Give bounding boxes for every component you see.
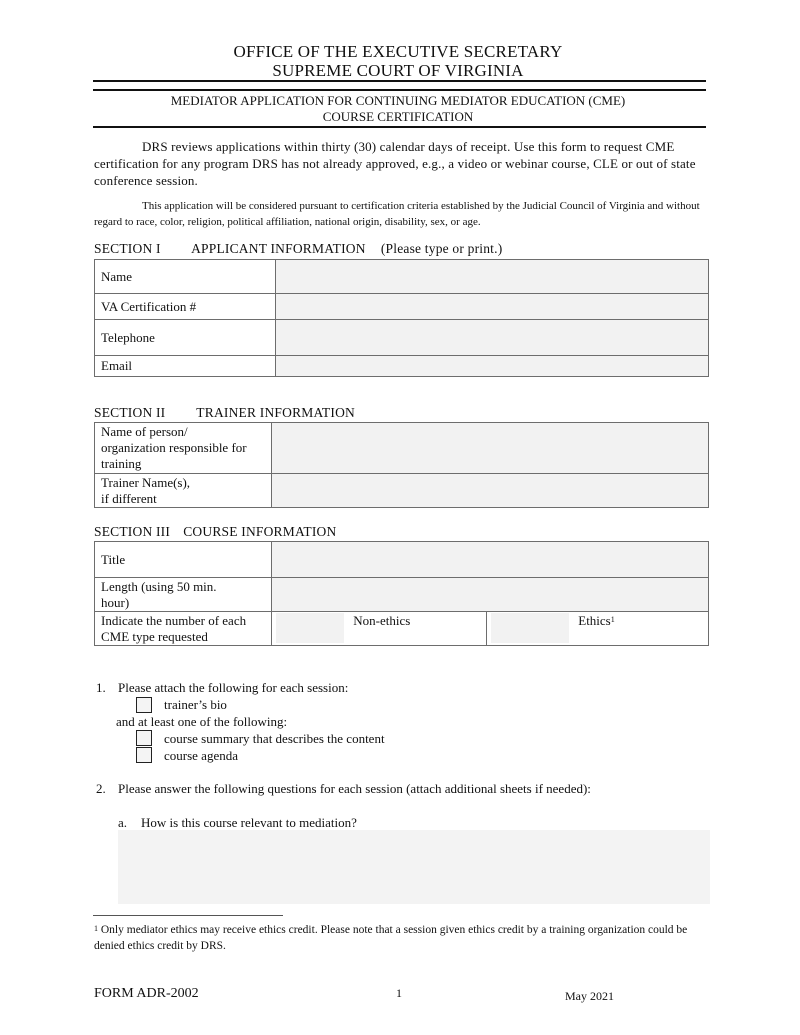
- footnote-text: Only mediator ethics may receive ethics credit. Please note that a session given ethics credit by a training organization could be denied ethics credit by DRS.: [94, 924, 688, 952]
- checkbox-label: course summary that describes the content: [164, 731, 385, 746]
- header-rule: [93, 126, 706, 128]
- telephone-field[interactable]: [276, 320, 709, 356]
- course-title-input[interactable]: [278, 551, 702, 568]
- checkbox-label: course agenda: [164, 748, 238, 763]
- field-label: Telephone: [95, 320, 276, 356]
- section1-heading: [94, 241, 502, 257]
- item-number: 1.: [96, 680, 106, 695]
- mediation-relevance-answer[interactable]: [118, 830, 710, 904]
- trainer-names-input[interactable]: [278, 482, 702, 499]
- trainer-names-field[interactable]: [272, 474, 709, 508]
- responsible-organization-input[interactable]: [278, 440, 702, 457]
- questions-instruction: Please answer the following questions for each session (attach additional sheets if needed):: [118, 781, 591, 796]
- intro-paragraph: DRS reviews applications within thirty (30) calendar days of receipt. Use this form to request CME certification for any program DRS has not already approved, e.g., a video or webinar course, CLE or out of state conference session.: [94, 139, 696, 188]
- item-number: 2.: [96, 781, 106, 796]
- field-label: if different: [101, 490, 157, 506]
- attachment-item-course-agenda: [136, 747, 152, 768]
- field-label: hour): [101, 594, 130, 610]
- question-letter: a.: [118, 815, 128, 830]
- ethics-count-field[interactable]: [491, 613, 569, 643]
- field-label: Trainer Name(s),: [101, 474, 191, 490]
- page-number: 1: [396, 986, 402, 1000]
- section-number: SECTION II: [94, 405, 166, 420]
- field-label: organization responsible for: [101, 440, 247, 455]
- court-name: SUPREME COURT OF VIRGINIA: [272, 61, 524, 80]
- footnote: [94, 922, 706, 954]
- footnote-divider: [93, 915, 283, 916]
- section2-heading: [94, 405, 355, 421]
- trainers-bio-checkbox[interactable]: [136, 697, 152, 713]
- attachment-instruction: Please attach the following for each session:: [118, 680, 349, 695]
- ethics-label: Ethics: [578, 613, 611, 628]
- form-title: MEDIATOR APPLICATION FOR CONTINUING MEDIATOR EDUCATION (CME): [170, 93, 626, 108]
- course-length-field[interactable]: [272, 578, 709, 612]
- field-label: Email: [95, 356, 276, 377]
- non-ethics-cell: [272, 612, 487, 646]
- section-number: SECTION I: [94, 241, 161, 256]
- form-id: FORM ADR-2002: [94, 986, 199, 1001]
- field-label: Title: [95, 542, 272, 578]
- trainer-info-table: [94, 422, 709, 508]
- telephone-input[interactable]: [282, 329, 702, 346]
- email-field[interactable]: [276, 356, 709, 377]
- ethics-cell: [487, 612, 709, 646]
- name-field[interactable]: [276, 260, 709, 294]
- field-label: Length (using 50 min.: [101, 578, 217, 594]
- section-number: SECTION III: [94, 524, 171, 539]
- section3-heading: [94, 524, 336, 540]
- name-input[interactable]: [282, 268, 702, 285]
- field-label: training: [101, 456, 142, 471]
- form-subtitle: COURSE CERTIFICATION: [322, 109, 474, 124]
- email-input[interactable]: [282, 358, 702, 375]
- field-label: VA Certification #: [95, 294, 276, 320]
- revision-date: May 2021: [565, 989, 614, 1003]
- course-summary-checkbox[interactable]: [136, 730, 152, 746]
- course-length-input[interactable]: [278, 586, 702, 603]
- course-title-field[interactable]: [272, 542, 709, 578]
- office-name: OFFICE OF THE EXECUTIVE SECRETARY: [233, 42, 563, 61]
- checkbox-label: trainer’s bio: [164, 697, 227, 712]
- section-title: APPLICANT INFORMATION: [191, 241, 366, 256]
- field-label: Name: [95, 260, 276, 294]
- field-label: CME type requested: [101, 628, 208, 644]
- course-info-table: [94, 541, 709, 646]
- field-label: Name of person/: [101, 424, 188, 439]
- non-ethics-count-field[interactable]: [276, 613, 344, 643]
- va-certification-input[interactable]: [282, 298, 702, 315]
- non-ethics-label: Non-ethics: [353, 613, 411, 628]
- course-agenda-checkbox[interactable]: [136, 747, 152, 763]
- va-certification-field[interactable]: [276, 294, 709, 320]
- section-title: COURSE INFORMATION: [183, 524, 337, 539]
- section-note: (Please type or print.): [380, 241, 503, 256]
- footnote-marker: 1: [94, 924, 98, 933]
- alternative-intro: and at least one of the following:: [116, 714, 288, 729]
- applicant-info-table: [94, 259, 709, 377]
- field-label: Indicate the number of each: [101, 612, 247, 628]
- section-title: TRAINER INFORMATION: [196, 405, 355, 420]
- header-rule: [93, 89, 706, 91]
- responsible-organization-field[interactable]: [272, 423, 709, 474]
- question-text: How is this course relevant to mediation?: [141, 815, 357, 830]
- footnote-reference: 1: [610, 615, 615, 624]
- nondiscrimination-paragraph: This application will be considered pursuant to certification criteria established by the Judicial Council of Virginia and without regard to race, color, religion, political affiliation, national origin, disability, sex, or age.: [94, 200, 700, 228]
- header-rule: [93, 80, 706, 82]
